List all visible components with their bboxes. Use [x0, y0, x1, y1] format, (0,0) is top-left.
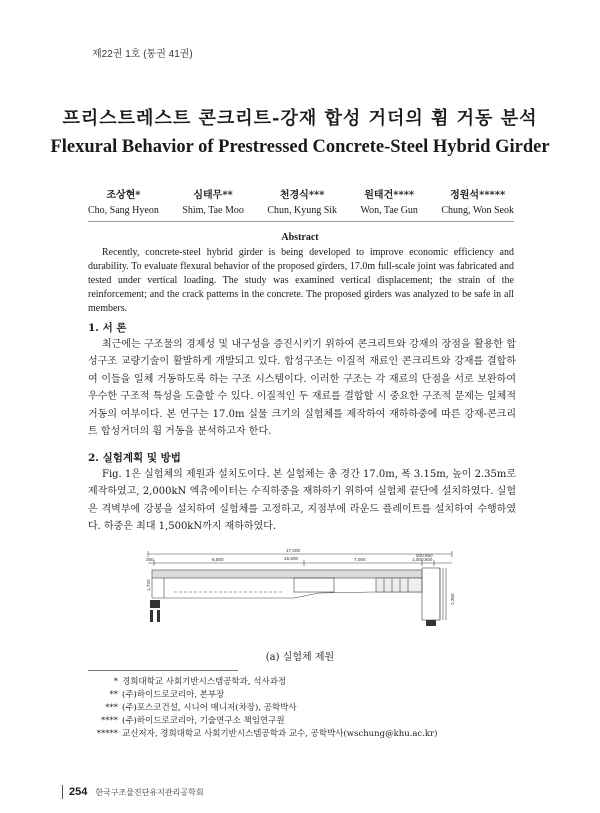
abstract-heading: Abstract [281, 232, 319, 243]
author-name-english: Chun, Kyung Sik [267, 205, 338, 216]
footnote: ***** 교신저자, 경희대학교 사회기반시스템공학과 교수, 공학박사(wschung@khu.ac.kr) [96, 729, 438, 739]
footer-bar [62, 785, 63, 799]
journal-volume: 제22권 1호 (통권 41권) [92, 49, 193, 60]
section-heading: 1. 서 론 [88, 322, 127, 334]
section-heading: 2. 실험계획 및 방법 [88, 452, 181, 464]
journal-name: 한국구조물진단유지관리공학회 [95, 787, 204, 797]
dim-left: 250 [146, 557, 154, 562]
author [267, 186, 337, 216]
author-name-korean: 조상현* [106, 190, 141, 201]
dim-right-b: 1,000,600 [412, 557, 433, 562]
section-body: 최근에는 구조물의 경제성 및 내구성을 증진시키기 위하여 콘크리트와 강재의 장점을 활용한 합성구조 교량기술이 활발하게 개발되고 있다. 합성구조는 이질적 재료인 콘크리트와 강재를 결합하여 이들을 일체 거동하도록 하는 구조 시스템이다. 이러한 구조는 각 재료의 단점을 서로 보완하여 우수한 구조적 특성을 도출할 수 있다. 이질적인 두 재료를 결합할 시 중요한 구조적 문제는 일체적 거동의 여부이다. 본 연구는 17.0m 실물 크기의 실험체를 제작하여 재하하중에 따른 강재-콘크리트 합성거더의 휨 거동을 분석하고자 한다. [88, 339, 516, 438]
footnotes [70, 676, 437, 741]
footnote: **** (주)하이드로코리아, 기술연구소 책임연구원 [101, 716, 285, 726]
dim-seg2: 15,500 [284, 556, 299, 561]
author-list [88, 186, 514, 216]
author [441, 186, 514, 216]
author [182, 186, 244, 216]
author-name-english: Won, Tae Gun [360, 205, 418, 216]
dim-seg3: 7,000 [354, 557, 366, 562]
paper-title-english: Flexural Behavior of Prestressed Concrete-Steel Hybrid Girder [50, 137, 550, 157]
author-name-korean: 천경식*** [279, 190, 325, 201]
author-name-korean: 심태무** [193, 190, 233, 201]
footnote: *** (주)포스코건설, 시니어 매니저(차장), 공학박사 [105, 703, 297, 713]
dim-right-a: 500,650 [416, 553, 433, 558]
section-body: Fig. 1은 실험체의 제원과 설치도이다. 본 실험체는 총 경간 17.0m, 폭 3.15m, 높이 2.35m로 제작하였고, 2,000kN 엑츄에이터는 수직하중을 재하하기 위하여 실험체 끝단에 설치하였다. 실험은 격벽부에 강봉을 설치하여 실험체를 고정하고, 지점부에 라운드 플레이트를 설치하여 수행하였다. 하중은 최대 1,500kN까지 재하하였다. [88, 469, 516, 533]
footnote: * 경희대학교 사회기반시스템공학과, 석사과정 [113, 677, 287, 687]
figure-caption: (a) 실험체 제원 [265, 652, 335, 663]
author-name-english: Chung, Won Seok [441, 205, 514, 216]
dim-height-left: 1,720 [146, 579, 151, 591]
abstract-text: Recently, concrete-steel hybrid girder is being developed to improve economic efficiency and durability. To evaluate flexural behavior of the proposed girders, 17.0m full-scale joint was fabricated and tested under vertical loading. The study was examined vertical displacement; the strain of the reinforcement; and the crack patterns in the concrete. The proposed girders was analyzed to be safe in all members. [88, 247, 514, 314]
paper-title-korean: 프리스트레스트 콘크리트-강재 합성 거더의 휨 거동 분석 [62, 108, 538, 129]
dim-height-right: 2,350 [450, 593, 455, 605]
author [360, 186, 417, 216]
dim-total: 17,000 [286, 548, 301, 553]
author-name-korean: 원태건**** [364, 190, 415, 201]
page-footer [62, 785, 204, 799]
author-name-english: Shim, Tae Moo [182, 205, 244, 216]
author [88, 186, 159, 216]
author-name-english: Cho, Sang Hyeon [88, 205, 159, 216]
footnote-divider [88, 670, 238, 671]
author-name-korean: 정원석***** [450, 190, 506, 201]
page-number: 254 [69, 786, 88, 798]
dim-seg1: 8,500 [212, 557, 224, 562]
divider [88, 221, 514, 222]
footnote: ** (주)하이드로코리아, 본부장 [109, 690, 225, 700]
specimen-drawing [144, 548, 456, 634]
